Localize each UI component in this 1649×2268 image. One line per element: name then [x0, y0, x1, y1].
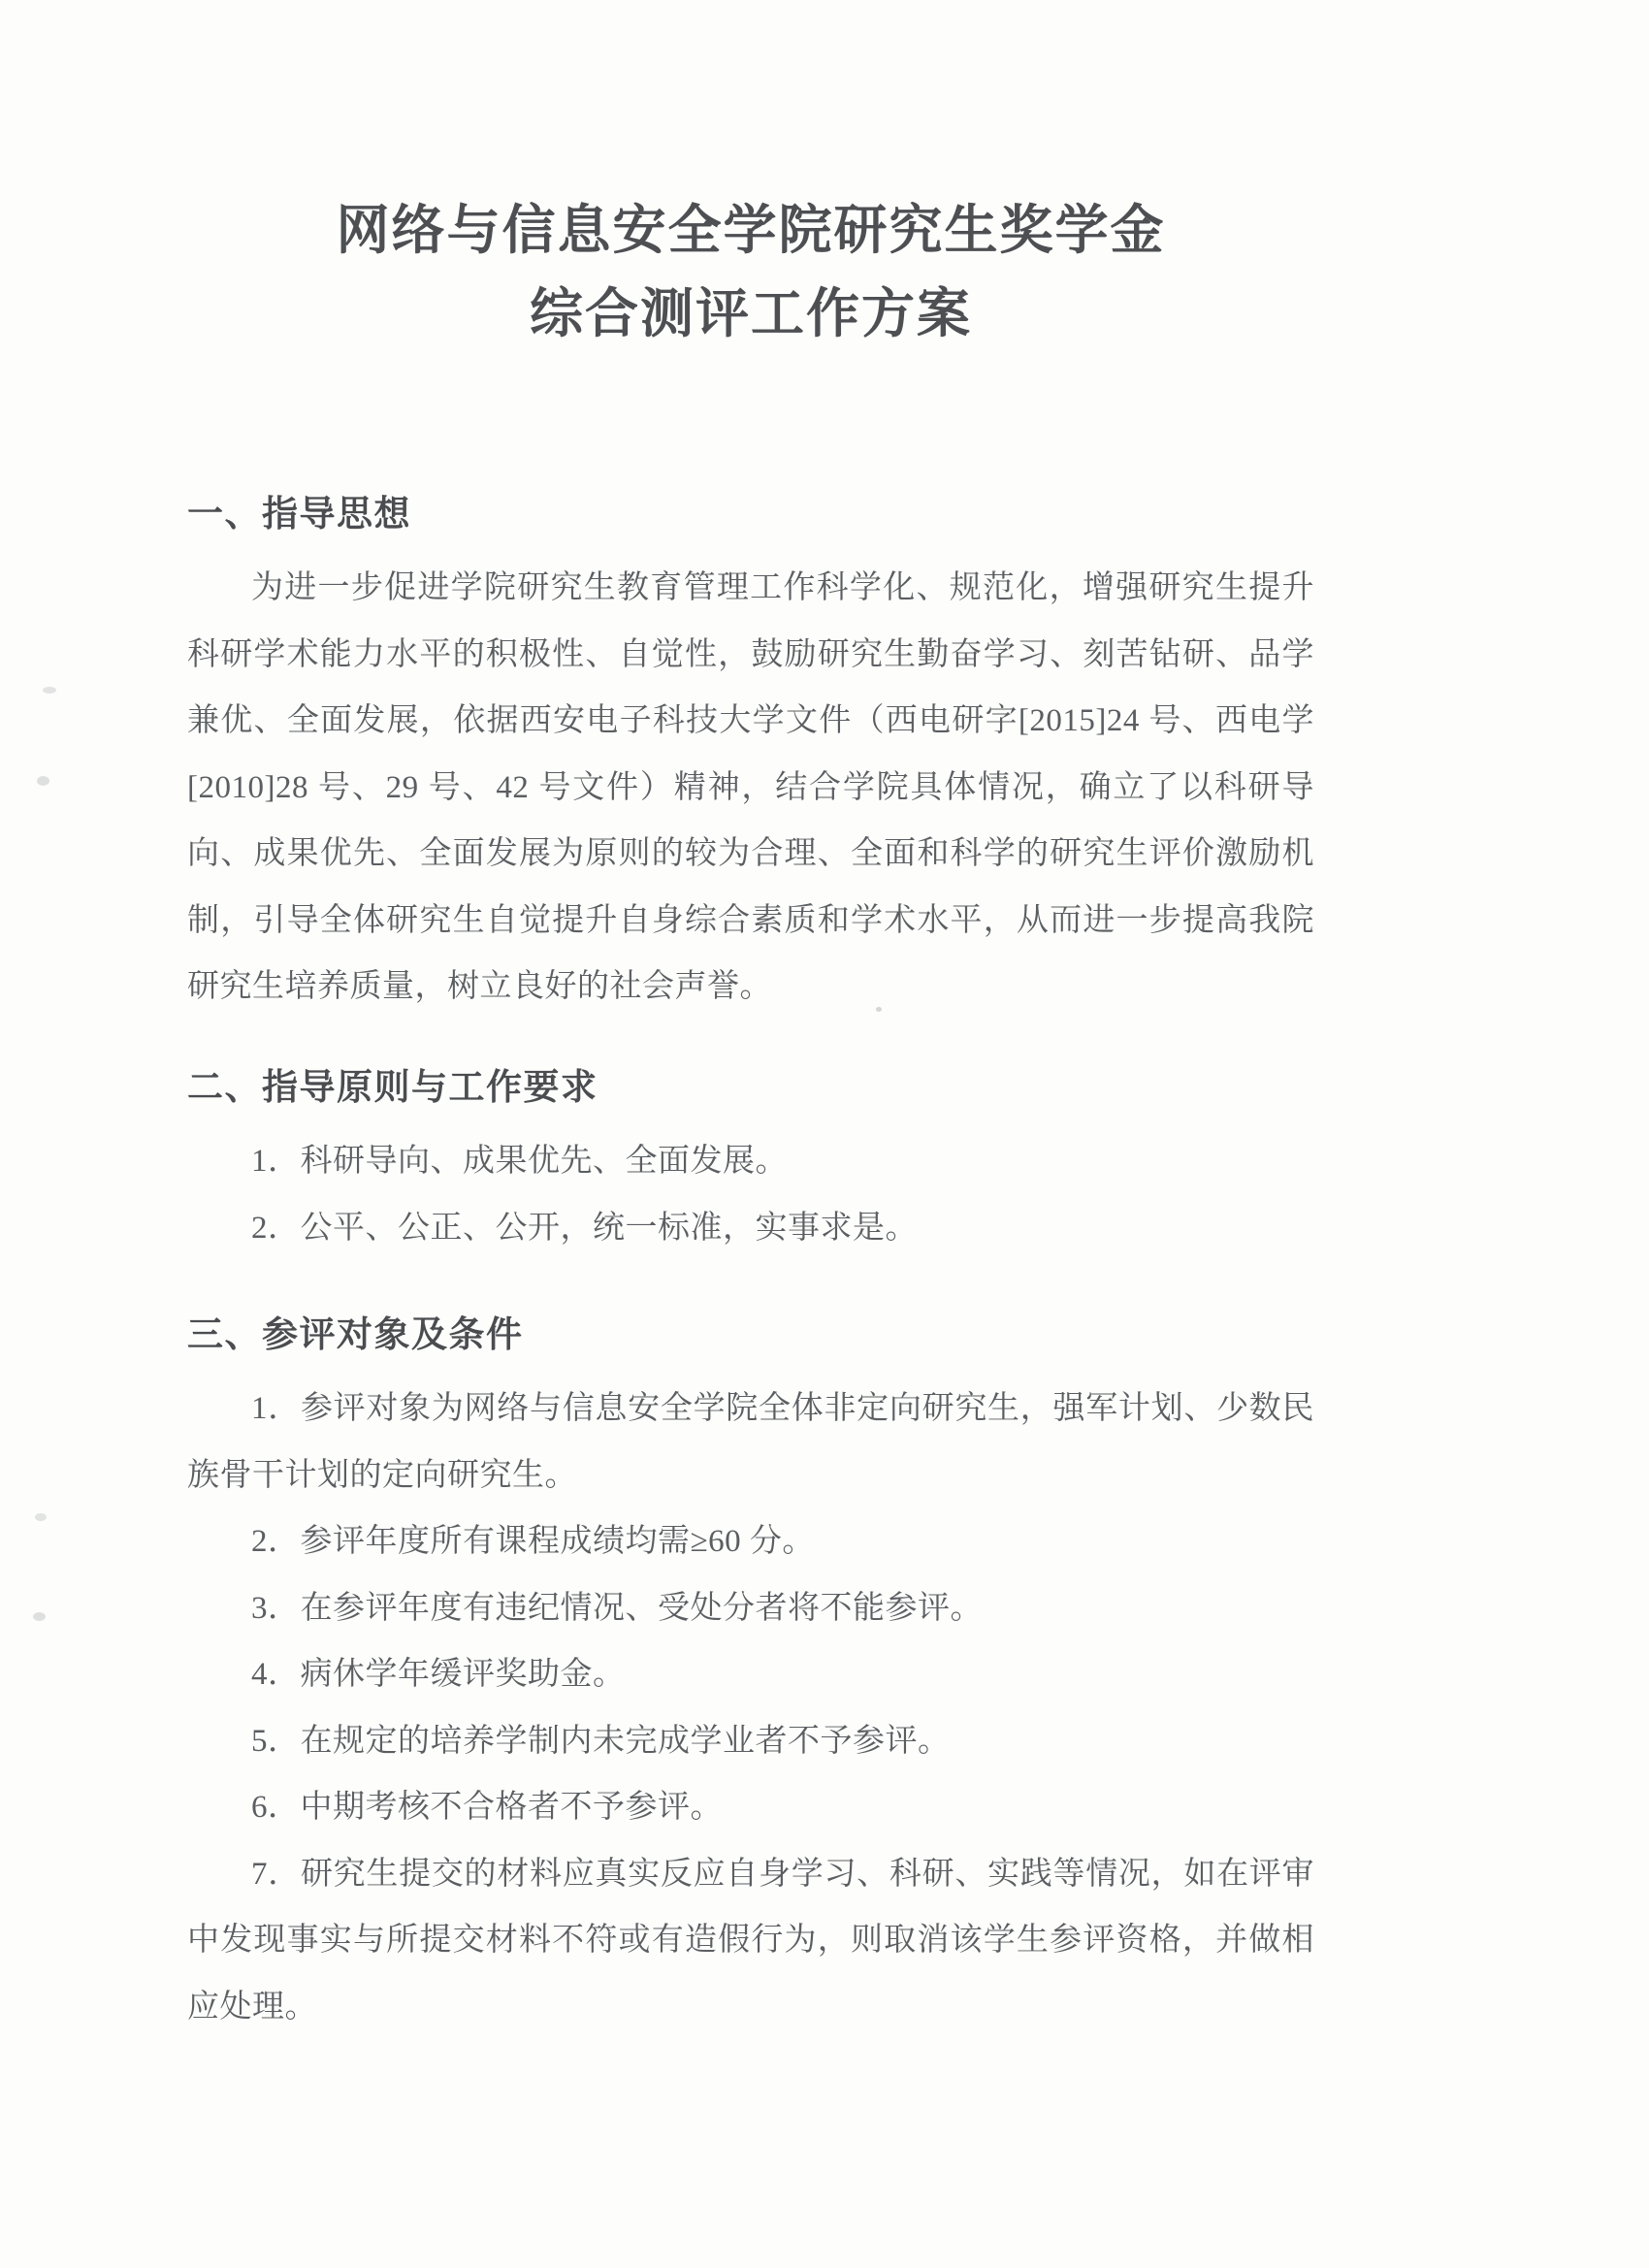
list-item-condition-3: 3．在参评年度有违纪情况、受处分者将不能参评。	[251, 1590, 983, 1626]
section-2-item-list	[187, 1128, 1314, 1261]
scan-artifact	[43, 687, 56, 694]
list-item-condition-5: 5．在规定的培养学制内未完成学业者不予参评。	[251, 1723, 951, 1759]
list-item-principle-2: 2．公平、公正、公开，统一标准，实事求是。	[251, 1210, 918, 1246]
section-1-paragraph: 为进一步促进学院研究生教育管理工作科学化、规范化，增强研究生提升科研学术能力水平的积极性、自觉性，鼓励研究生勤奋学习、刻苦钻研、品学兼优、全面发展，依据西安电子科技大学文件（西电研字[2015]24 号、西电学[2010]28 号、29 号、42 号文件）精神，结合学院具体情况，确立了以科研导向、成果优先、全面发展为原则的较为合理、全面和科学的研究生评价激励机制，引导全体研究生自觉提升自身综合素质和学术水平，从而进一步提高我院研究生培养质量，树立良好的社会声誉。	[187, 570, 1314, 1004]
section-3-heading: 三、参评对象及条件	[187, 1314, 524, 1354]
document-title-line-1: 网络与信息安全学院研究生奖学金	[336, 201, 1166, 260]
scan-artifact	[33, 1612, 46, 1621]
scan-artifact	[35, 1513, 47, 1521]
document-title-line-2: 综合测评工作方案	[529, 284, 972, 343]
scan-artifact	[37, 776, 49, 786]
list-item-condition-4: 4．病休学年缓评奖助金。	[251, 1657, 626, 1692]
document-title	[187, 189, 1314, 356]
scan-artifact	[876, 1007, 882, 1012]
list-item-condition-6: 6．中期考核不合格者不予参评。	[251, 1790, 723, 1825]
list-item-condition-1: 1．参评对象为网络与信息安全学院全体非定向研究生，强军计划、少数民族骨干计划的定向研究生。	[187, 1391, 1314, 1493]
section-3-item-list	[187, 1376, 1314, 2040]
list-item-condition-2: 2．参评年度所有课程成绩均需≥60 分。	[251, 1524, 815, 1559]
section-2-heading: 二、指导原则与工作要求	[187, 1067, 598, 1107]
section-1-heading: 一、指导思想	[187, 494, 411, 534]
list-item-condition-7: 7．研究生提交的材料应真实反应自身学习、科研、实践等情况，如在评审中发现事实与所提交材料不符或有造假行为，则取消该学生参评资格，并做相应处理。	[187, 1856, 1314, 2025]
list-item-principle-1: 1．科研导向、成果优先、全面发展。	[251, 1144, 788, 1179]
